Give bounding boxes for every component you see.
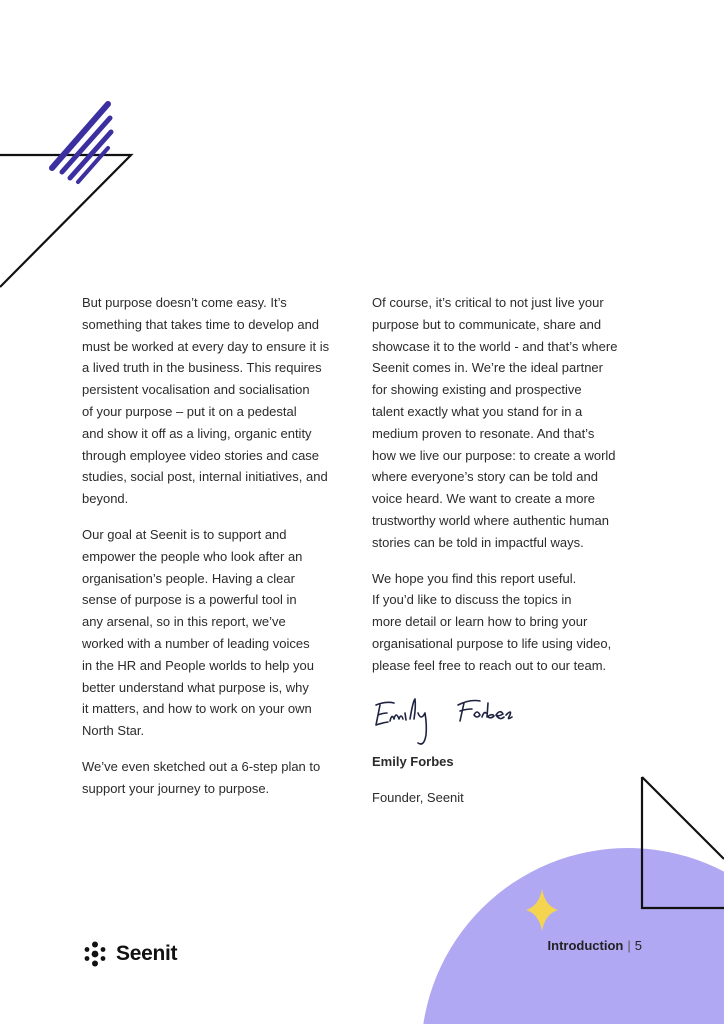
page-number: 5 [634,938,642,953]
triangle-diagonal [642,777,724,859]
seenit-logo [82,940,177,968]
logo-wordmark: Seenit [116,942,178,965]
right-column [372,292,652,823]
page-footer [548,938,642,953]
seenit-dots-logo-icon [82,941,108,967]
intro-paragraph-3: We’ve even sketched out a 6-step plan to support your journey to purpose. [82,758,321,796]
intro-paragraph-5: We hope you find this report useful. If you’d like to discuss the topics in more detail or learn how to bring your organisational purpose to life using video, please feel free to reach out to our team. [372,570,612,673]
signature-block [372,691,652,751]
section-title: Introduction [547,938,624,953]
left-column [82,292,362,814]
signatory-name: Emily Forbes [372,753,454,769]
signatory-role: Founder, Seenit [372,789,464,805]
handwritten-signature [372,691,542,751]
purple-circle-shape [421,848,724,1024]
intro-paragraph-4: Of course, it’s critical to not just live your purpose but to communicate, share and showcase it to the world - and that’s where Seenit comes in. We’re the ideal partner for showing existing and prospective talent exactly what you stand for in a medium proven to resonate. And that’s how we live our purpose: to create a world where everyone’s story can be told and voice heard. We want to create a more trustworthy world where authentic human stories can be told in impactful ways. [372,295,618,550]
intro-paragraph-1: But purpose doesn’t come easy. It’s something that takes time to develop and must be worked at every day to ensure it is a lived truth in the business. This requires persistent vocalisation and socialisation of your purpose – put it on a pedestal and show it off as a living, organic entity through employee video stories and case studies, social post, internal initiatives, and beyond. [82,295,330,507]
footer-separator: | [627,938,631,953]
intro-paragraph-2: Our goal at Seenit is to support and empower the people who look after an organisation’s people. Having a clear sense of purpose is a powerful tool in any arsenal, so in this report, we’ve worked with a number of leading voices in the HR and People worlds to help you better understand what purpose is, why it matters, and how to work on your own North Star. [82,526,314,739]
